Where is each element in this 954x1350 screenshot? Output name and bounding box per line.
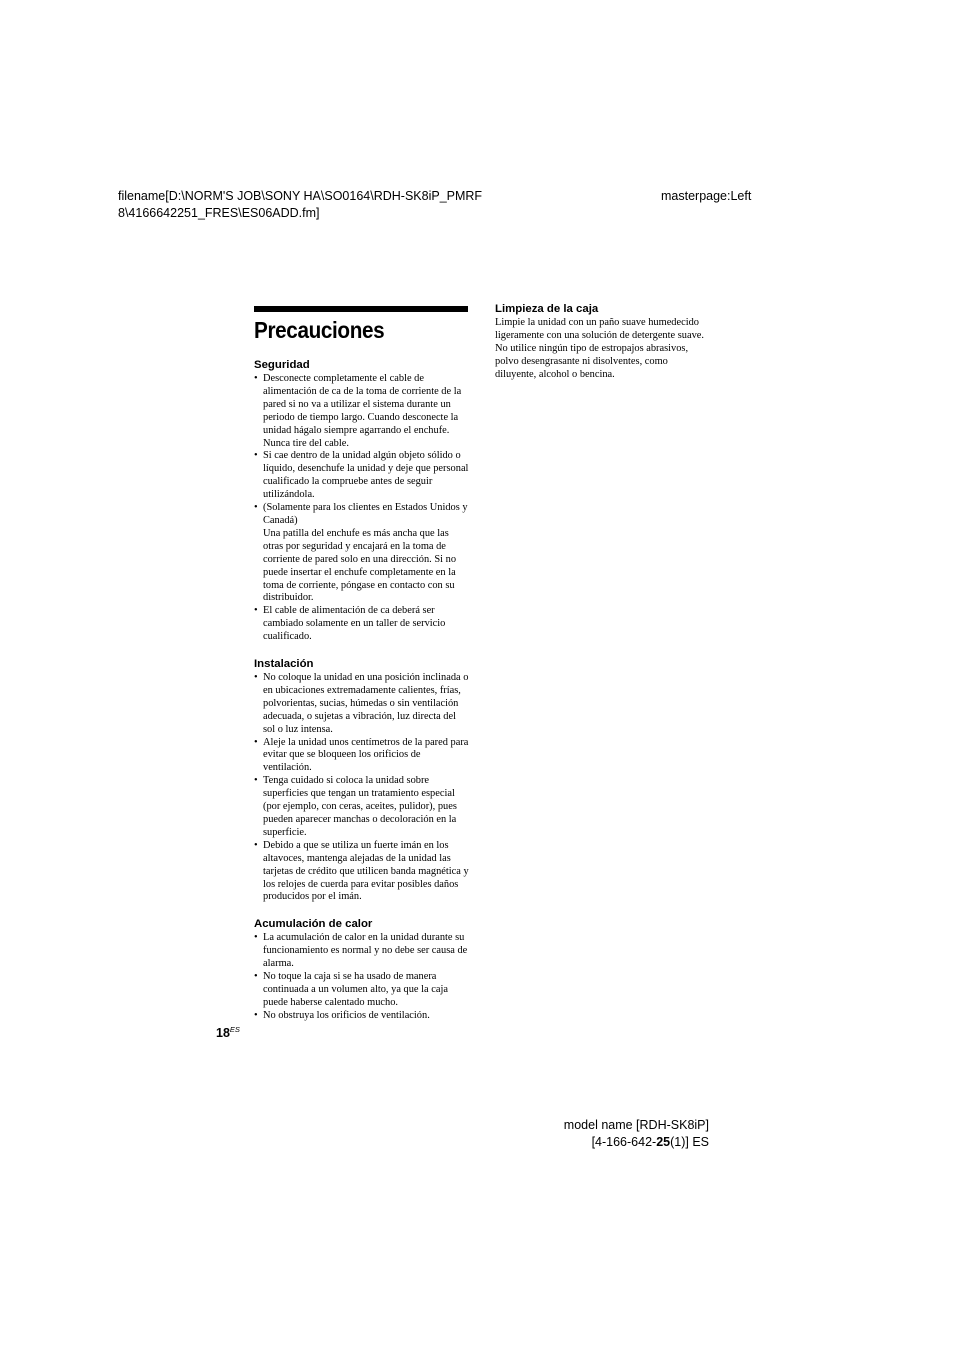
filename-line-2: 8\4166642251_FRES\ES06ADD.fm] xyxy=(118,206,320,220)
list-item xyxy=(254,502,469,605)
list-item: • No toque la caja si se ha usado de manera continuada a un volumen alto, ya que la caja puede haberse calentado mucho. xyxy=(254,971,469,1010)
page-title: Precauciones xyxy=(254,317,385,343)
list-item: • No obstruya los orificios de ventilación. xyxy=(254,1010,469,1023)
section-instalacion xyxy=(254,657,469,904)
part-number-prefix: [4-166-642- xyxy=(591,1135,657,1149)
model-footer xyxy=(480,1117,709,1151)
page-number-suffix: ES xyxy=(229,1025,240,1034)
limpieza-paragraph-1: Limpie la unidad con un paño suave humedecido ligeramente con una solución de detergente suave. xyxy=(495,317,704,341)
page-number xyxy=(216,1025,240,1040)
seguridad-list xyxy=(254,373,469,644)
section-seguridad xyxy=(254,358,469,644)
page-number-value: 18 xyxy=(216,1026,230,1040)
limpieza-paragraph-2: No utilice ningún tipo de estropajos abrasivos, polvo desengrasante ni disolventes, como diluyente, alcohol o bencina. xyxy=(495,342,689,380)
list-item: • Tenga cuidado si coloca la unidad sobre superficies que tengan un tratamiento especial (por ejemplo, con ceras, aceites, pulidor), pues pueden aparecer manchas o decoloración en la superficie. xyxy=(254,775,469,840)
list-item: • Debido a que se utiliza un fuerte imán en los altavoces, mantenga alejadas de la unidad las tarjetas de crédito que utilicen banda magnética y los relojes de cuerda para evitar posibles daños producidos por el imán. xyxy=(254,840,469,905)
part-number-bold: 25 xyxy=(656,1135,671,1149)
masterpage-label: masterpage:Left xyxy=(661,189,752,203)
section-heading-seguridad: Seguridad xyxy=(254,359,310,371)
section-heading-limpieza: Limpieza de la caja xyxy=(495,303,599,315)
section-heading-calor: Acumulación de calor xyxy=(254,918,373,931)
list-item: • Desconecte completamente el cable de alimentación de ca de la toma de corriente de la pared si no va a utilizar el sistema durante un periodo de tiempo largo. Cuando desconecte la unidad hágalo siempre agarrando el enchufe. Nunca tire del cable. xyxy=(254,373,469,450)
section-heading-instalacion: Instalación xyxy=(254,658,314,671)
section-calor xyxy=(254,917,469,1022)
part-number xyxy=(480,1134,709,1151)
filename-header xyxy=(118,188,538,222)
list-item: • La acumulación de calor en la unidad durante su funcionamiento es normal y no debe ser causa de alarma. xyxy=(254,932,469,971)
right-column xyxy=(495,302,710,382)
part-number-suffix: (1)] ES xyxy=(670,1135,709,1149)
list-item-body: Una patilla del enchufe es más ancha que las otras por seguridad y encajará en la toma de corriente de pared solo en una dirección. Si no puede insertar el enchufe completamente en la toma de corriente, póngase en contacto con su distribuidor. xyxy=(263,527,457,604)
list-item-lead: • (Solamente para los clientes en Estados Unidos y Canadá) xyxy=(263,502,468,526)
list-item: • El cable de alimentación de ca deberá ser cambiado solamente en un taller de servicio cualificado. xyxy=(254,605,469,644)
list-item: • Aleje la unidad unos centímetros de la pared para evitar que se bloqueen los orificios de ventilación. xyxy=(254,737,469,776)
left-column xyxy=(254,306,469,1036)
list-item: • Si cae dentro de la unidad algún objeto sólido o líquido, desenchufe la unidad y deje que personal cualificado la compruebe antes de seguir utilizándola. xyxy=(254,450,469,502)
list-item: • No coloque la unidad en una posición inclinada o en ubicaciones extremadamente calientes, frías, polvorientas, sucias, húmedas o sin ventilación adecuada, o sujetas a vibración, luz directa del sol o luz intensa. xyxy=(254,672,469,737)
model-name: model name [RDH-SK8iP] xyxy=(563,1118,709,1132)
instalacion-list xyxy=(254,672,469,904)
filename-line-1: filename[D:\NORM'S JOB\SONY HA\SO0164\RDH-SK8iP_PMRF xyxy=(118,189,483,203)
title-rule xyxy=(254,306,468,312)
calor-list xyxy=(254,932,469,1022)
